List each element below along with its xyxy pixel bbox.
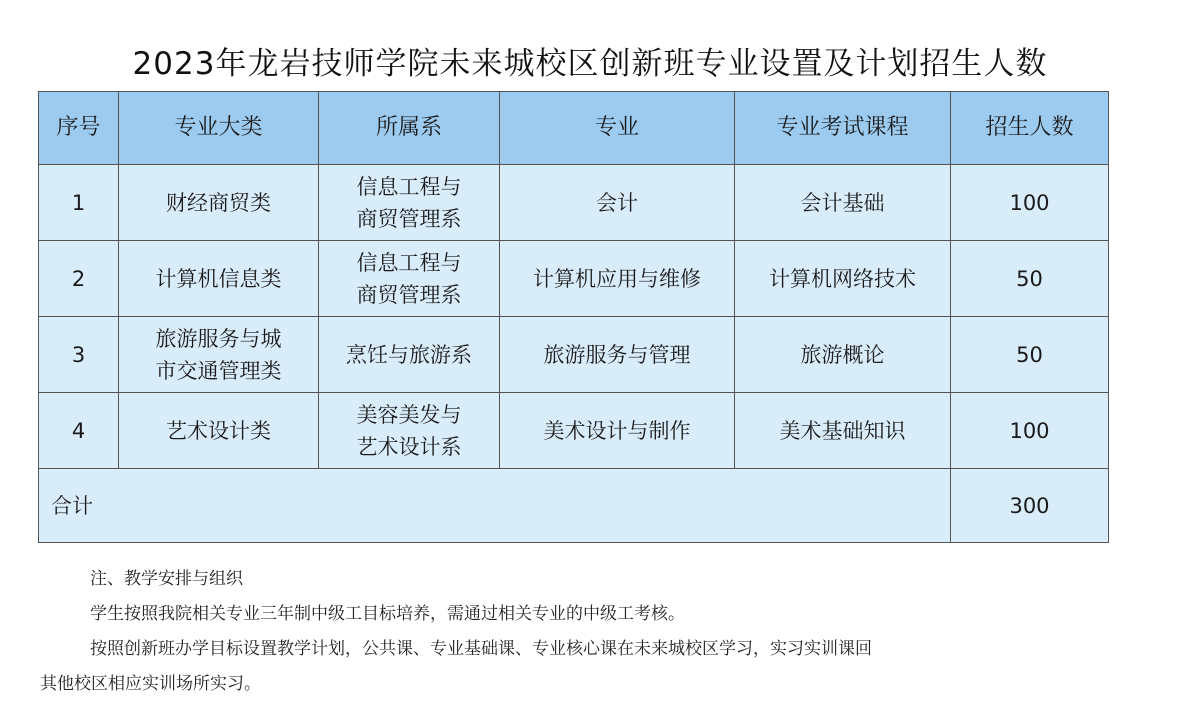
department-line-1: 信息工程与 bbox=[356, 250, 462, 275]
table-row bbox=[39, 393, 1109, 469]
cell-no: 4 bbox=[39, 393, 119, 469]
total-value: 300 bbox=[951, 469, 1109, 543]
cell-category: 艺术设计类 bbox=[119, 393, 319, 469]
category-line-1: 旅游服务与城 bbox=[155, 326, 282, 351]
cell-category bbox=[119, 317, 319, 393]
table-row bbox=[39, 241, 1109, 317]
department-line-1: 信息工程与 bbox=[356, 174, 462, 199]
cell-exam-course: 旅游概论 bbox=[735, 317, 951, 393]
cell-no: 3 bbox=[39, 317, 119, 393]
table-row bbox=[39, 165, 1109, 241]
page-title: 2023年龙岩技师学院未来城校区创新班专业设置及计划招生人数 bbox=[132, 46, 1048, 82]
header-enrollment: 招生人数 bbox=[951, 92, 1109, 165]
enrollment-table bbox=[38, 91, 1109, 543]
cell-exam-course: 会计基础 bbox=[735, 165, 951, 241]
notes-line-1: 学生按照我院相关专业三年制中级工目标培养，需通过相关专业的中级工考核。 bbox=[90, 604, 685, 624]
notes-line-2: 按照创新班办学目标设置教学计划，公共课、专业基础课、专业核心课在未来城校区学习，实习实训课回 bbox=[90, 639, 872, 659]
header-exam-course: 专业考试课程 bbox=[735, 92, 951, 165]
department-line-2: 商贸管理系 bbox=[356, 206, 462, 231]
category-line-2: 市交通管理类 bbox=[155, 358, 282, 383]
total-label: 合计 bbox=[39, 469, 951, 543]
cell-major: 计算机应用与维修 bbox=[500, 241, 735, 317]
cell-department bbox=[319, 393, 500, 469]
cell-exam-course: 计算机网络技术 bbox=[735, 241, 951, 317]
notes-heading: 注、教学安排与组织 bbox=[90, 569, 243, 589]
department-line-1: 美容美发与 bbox=[356, 402, 462, 427]
cell-enrollment: 100 bbox=[951, 165, 1109, 241]
cell-enrollment: 50 bbox=[951, 241, 1109, 317]
cell-major: 美术设计与制作 bbox=[500, 393, 735, 469]
cell-category: 财经商贸类 bbox=[119, 165, 319, 241]
cell-major: 会计 bbox=[500, 165, 735, 241]
cell-department bbox=[319, 165, 500, 241]
total-row bbox=[39, 469, 1109, 543]
cell-no: 1 bbox=[39, 165, 119, 241]
cell-enrollment: 50 bbox=[951, 317, 1109, 393]
department-line-2: 商贸管理系 bbox=[356, 282, 462, 307]
cell-enrollment: 100 bbox=[951, 393, 1109, 469]
header-no: 序号 bbox=[39, 92, 119, 165]
cell-department bbox=[319, 241, 500, 317]
table-header-row bbox=[39, 92, 1109, 165]
header-major: 专业 bbox=[500, 92, 735, 165]
header-department: 所属系 bbox=[319, 92, 500, 165]
cell-department: 烹饪与旅游系 bbox=[319, 317, 500, 393]
cell-major: 旅游服务与管理 bbox=[500, 317, 735, 393]
notes-section bbox=[40, 562, 1120, 702]
cell-exam-course: 美术基础知识 bbox=[735, 393, 951, 469]
table-row bbox=[39, 317, 1109, 393]
cell-no: 2 bbox=[39, 241, 119, 317]
cell-category: 计算机信息类 bbox=[119, 241, 319, 317]
header-category: 专业大类 bbox=[119, 92, 319, 165]
department-line-2: 艺术设计系 bbox=[356, 434, 462, 459]
notes-line-3: 其他校区相应实训场所实习。 bbox=[40, 674, 261, 694]
